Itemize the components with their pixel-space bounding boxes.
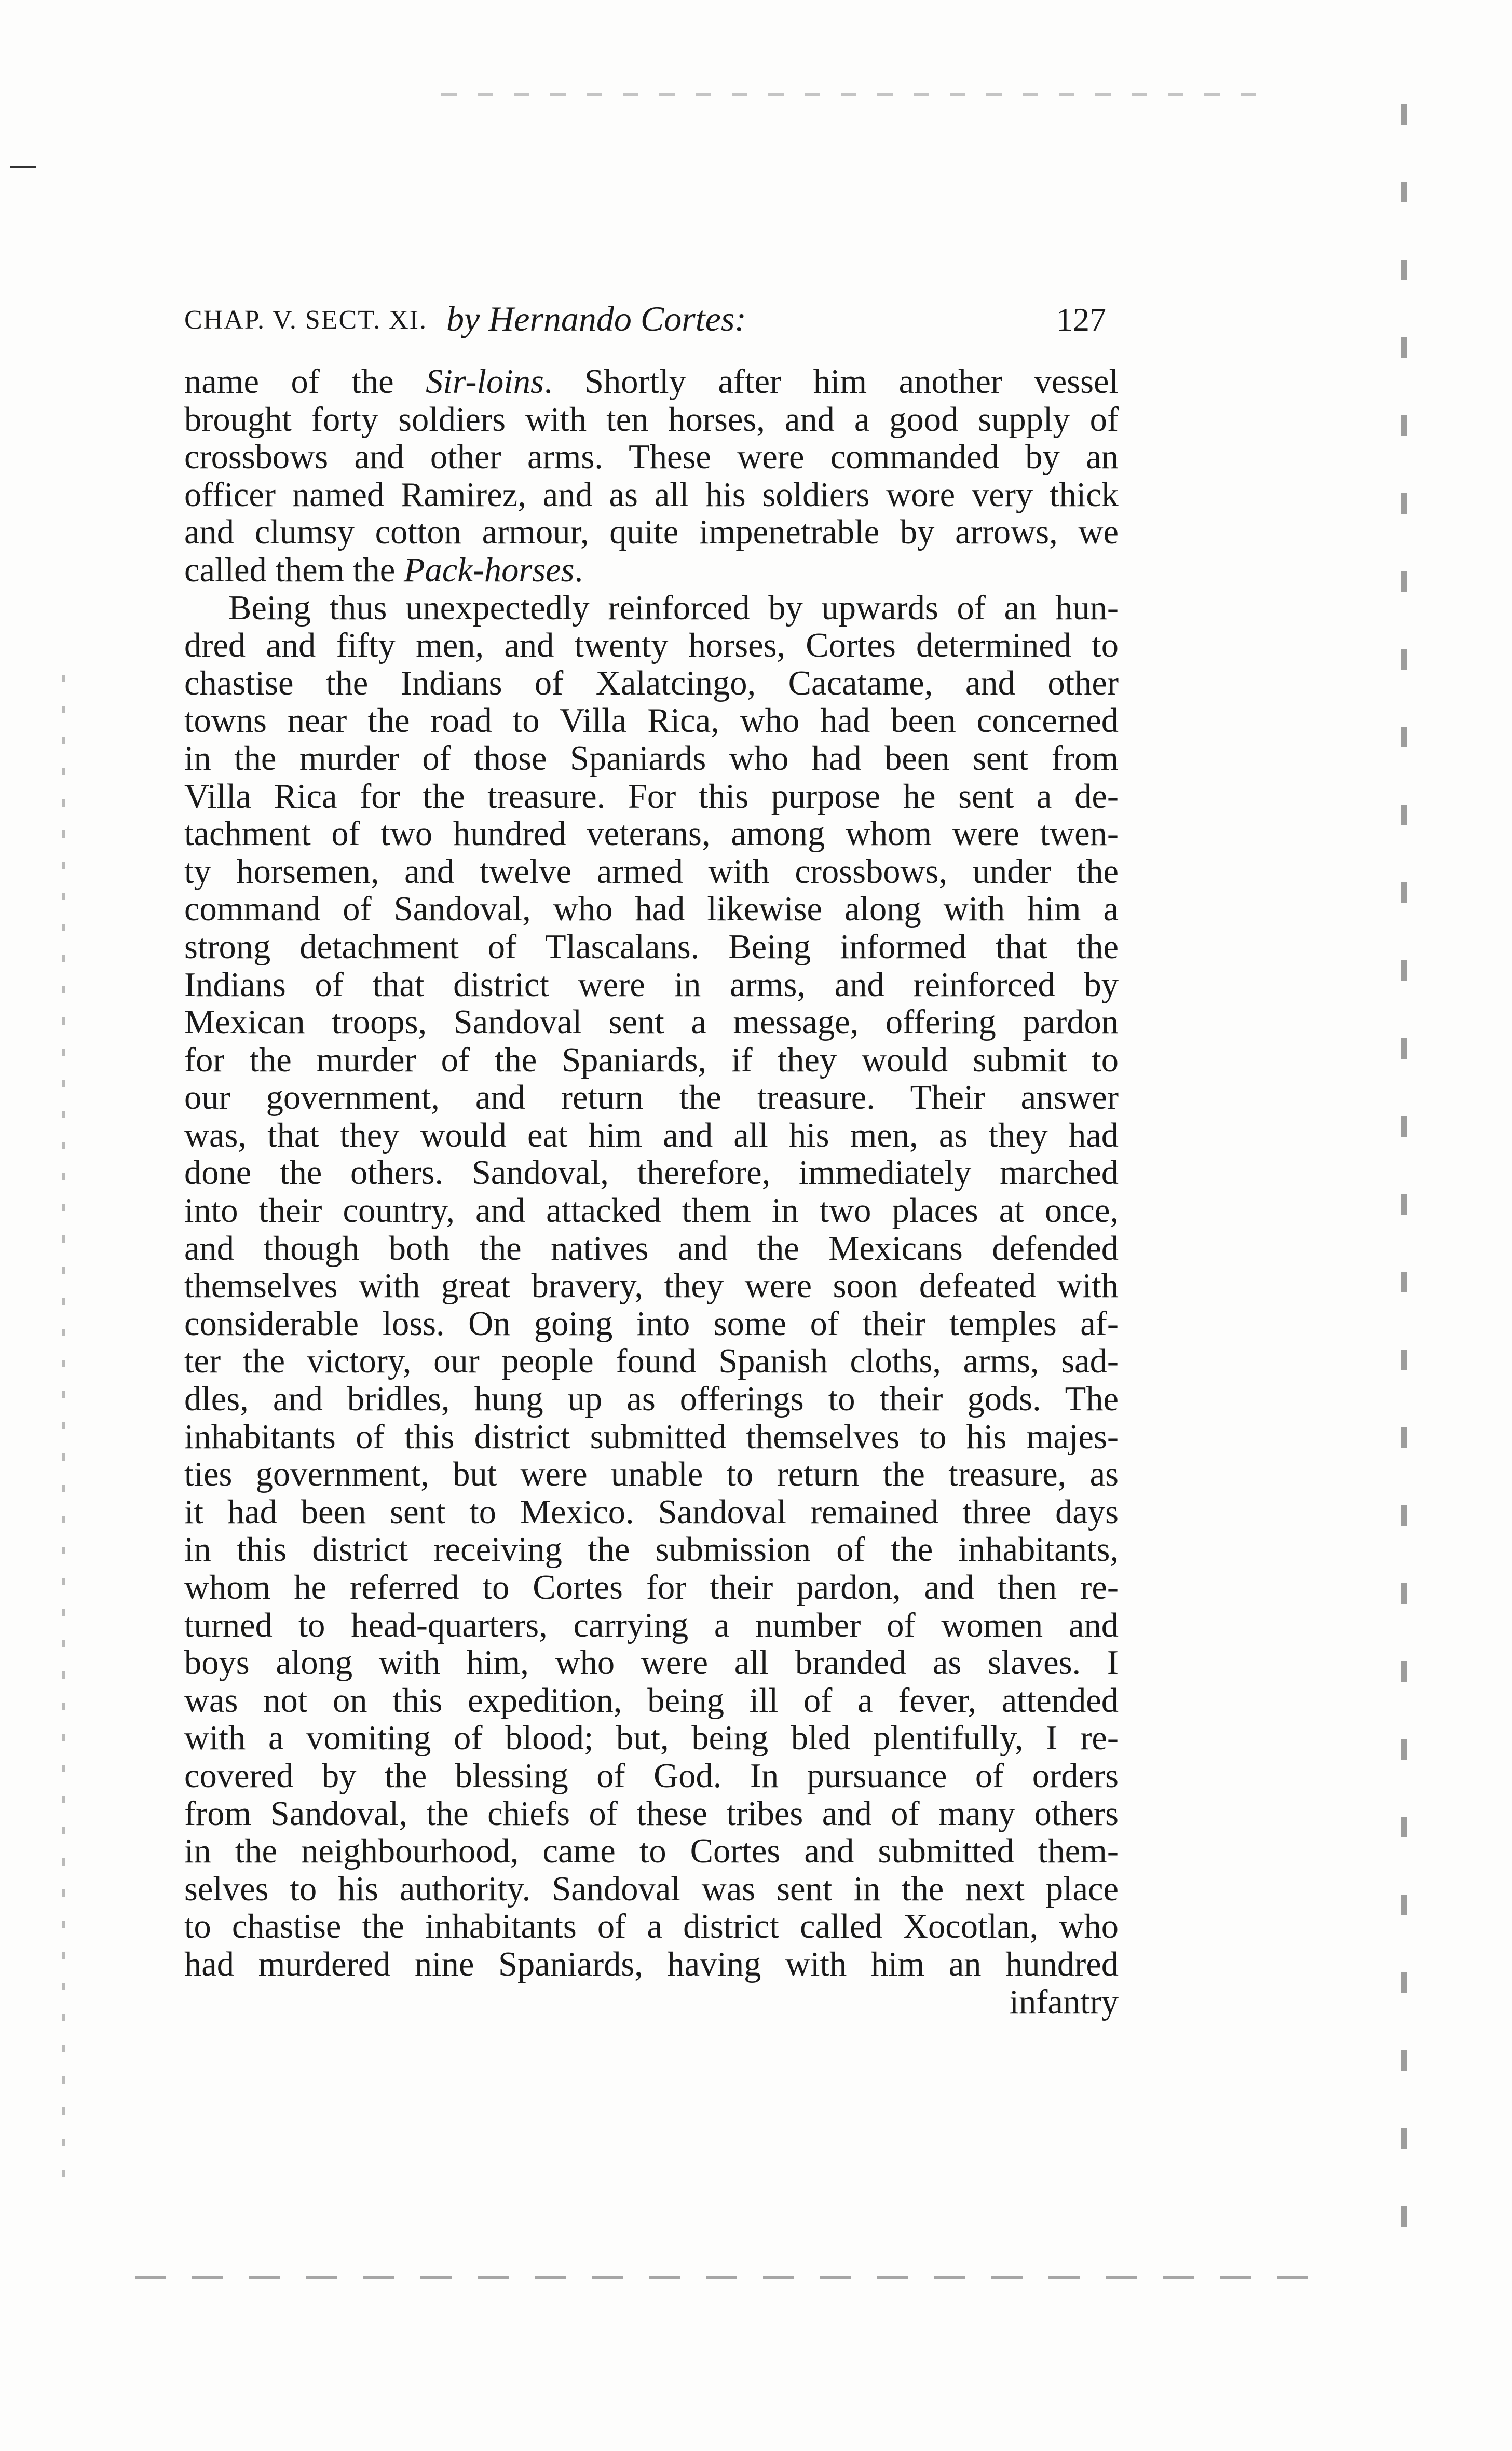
text-line: command of Sandoval, who had likewise along with him a (184, 890, 1119, 929)
scan-edge-bottom (135, 2276, 1329, 2279)
text-line: Mexican troops, Sandoval sent a message, offering pardon (184, 1003, 1119, 1042)
text-line: was, that they would eat him and all his men, as they had (184, 1116, 1119, 1154)
text-line: was not on this expedition, being ill of a fever, attended (184, 1681, 1119, 1720)
text-line: done the others. Sandoval, therefore, immediately marched (184, 1154, 1119, 1192)
text-line: called them the Pack-horses. (184, 551, 583, 589)
italic-term: Sir-loins (426, 363, 544, 401)
text-line: tachment of two hundred veterans, among whom were twen- (184, 815, 1119, 853)
text-line: our government, and return the treasure. Their answer (184, 1079, 1119, 1117)
text-line: strong detachment of Tlascalans. Being informed that the (184, 928, 1119, 966)
text-line: name of the Sir-loins. Shortly after him another vessel (184, 363, 1119, 401)
text-line: for the murder of the Spaniards, if they would submit to (184, 1041, 1119, 1079)
page-header (184, 298, 1119, 345)
text-line: brought forty soldiers with ten horses, and a good supply of (184, 400, 1119, 439)
text-line: into their country, and attacked them in two places at once, (184, 1192, 1119, 1230)
paragraph-start-line: Being thus unexpectedly reinforced by upwards of an hun- (228, 589, 1119, 627)
text-line: and though both the natives and the Mexicans defended (184, 1229, 1119, 1268)
scan-edge-left (62, 675, 65, 2180)
italic-term: Pack-horses (403, 551, 575, 589)
text-line: Villa Rica for the treasure. For this purpose he sent a de- (184, 777, 1119, 815)
text-line: in the neighbourhood, came to Cortes and submitted them- (184, 1832, 1119, 1871)
text-line: turned to head-quarters, carrying a number of women and (184, 1606, 1119, 1644)
text-line: to chastise the inhabitants of a district called Xocotlan, who (184, 1908, 1119, 1946)
text-line: officer named Ramirez, and as all his soldiers wore very thick (184, 475, 1119, 514)
text-line: inhabitants of this district submitted themselves to his majes- (184, 1418, 1119, 1456)
text-line: in the murder of those Spaniards who had been sent from (184, 739, 1119, 778)
text-line: ter the victory, our people found Spanish cloths, arms, sad- (184, 1342, 1119, 1381)
text-line: and clumsy cotton armour, quite impenetrable by arrows, we (184, 513, 1119, 552)
text-line: Indians of that district were in arms, and reinforced by (184, 965, 1119, 1004)
chapter-section: CHAP. V. SECT. XI. (184, 305, 427, 335)
running-title: by Hernando Cortes: (446, 299, 746, 338)
page-number: 127 (1056, 301, 1106, 338)
text-line: themselves with great bravery, they were soon defeated with (184, 1267, 1119, 1305)
text-line: with a vomiting of blood; but, being bled plentifully, I re- (184, 1719, 1119, 1758)
text-line: dles, and bridles, hung up as offerings to their gods. The (184, 1380, 1119, 1419)
text-line: boys along with him, who were all branded as slaves. I (184, 1644, 1119, 1682)
scan-edge-top (441, 93, 1272, 96)
text-line: in this district receiving the submission of the inhabitants, (184, 1531, 1119, 1569)
text-line: it had been sent to Mexico. Sandoval remained three days (184, 1493, 1119, 1531)
text-line: selves to his authority. Sandoval was sent in the next place (184, 1870, 1119, 1908)
body-text (184, 363, 1119, 2021)
text-line: chastise the Indians of Xalatcingo, Cacatame, and other (184, 664, 1119, 702)
text-line: covered by the blessing of God. In pursuance of orders (184, 1756, 1119, 1795)
catchword: infantry (1009, 1983, 1119, 2021)
text-line: dred and fifty men, and twenty horses, Cortes determined to (184, 627, 1119, 665)
text-line: from Sandoval, the chiefs of these tribes and of many others (184, 1794, 1119, 1833)
text-line: considerable loss. On going into some of their temples af- (184, 1304, 1119, 1343)
text-line: towns near the road to Villa Rica, who had been concerned (184, 702, 1119, 740)
text-line: ties government, but were unable to return the treasure, as (184, 1455, 1119, 1494)
text-line: crossbows and other arms. These were commanded by an (184, 438, 1119, 476)
text-line: whom he referred to Cortes for their pardon, and then re- (184, 1569, 1119, 1606)
scan-mark (10, 166, 36, 168)
text-line: had murdered nine Spaniards, having with him an hundred (184, 1945, 1119, 1983)
scan-edge-right (1401, 104, 1407, 2232)
text-line: ty horsemen, and twelve armed with crossbows, under the (184, 852, 1119, 891)
